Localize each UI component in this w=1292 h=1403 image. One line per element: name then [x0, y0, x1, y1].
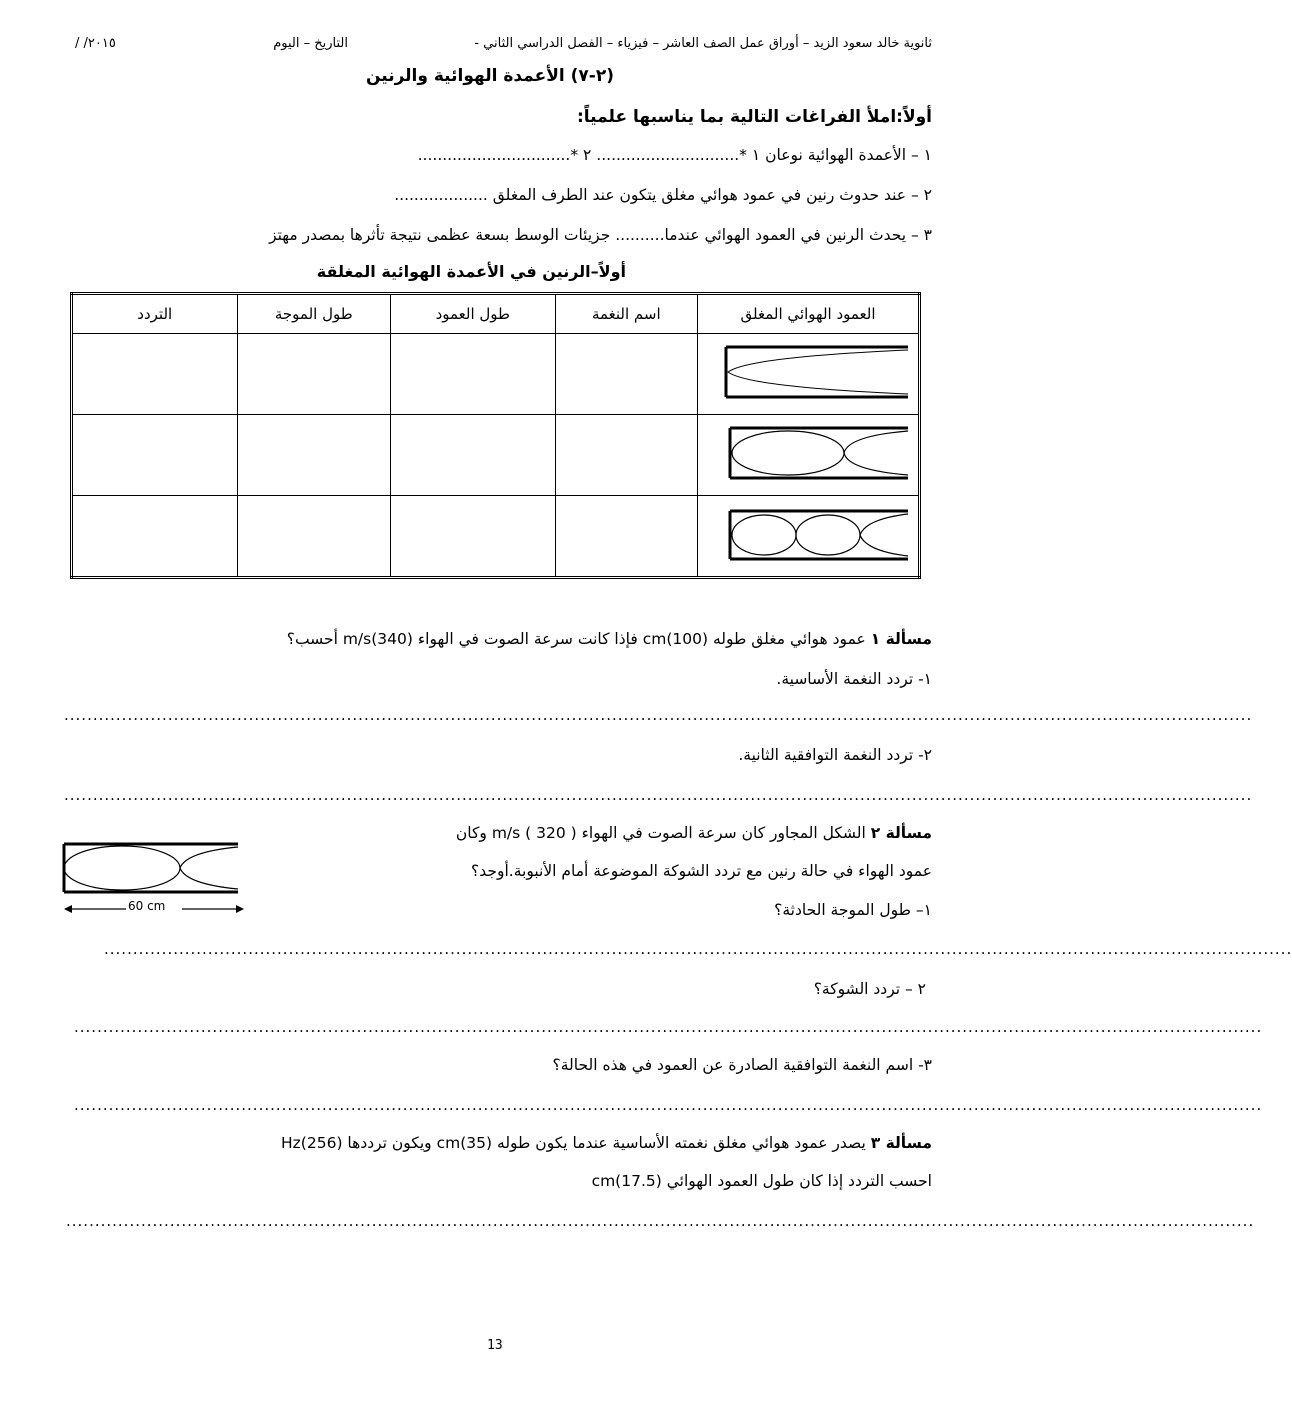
closed-tube-fundamental-figure [708, 337, 908, 407]
answer-line[interactable]: .............................................................................................................................................................................................................. [64, 786, 1253, 804]
problem3-text-1: يصدر عمود هوائي مغلق نغمته الأساسية عندما يكون طوله (35)cm ويكون ترددها Hz(256) [281, 1134, 866, 1152]
problem2-text-1: الشكل المجاور كان سرعة الصوت في الهواء m/s ( 320 ) وكان [455, 824, 866, 842]
closed-tube-fifth-harmonic-figure [708, 499, 908, 569]
problem3-statement [281, 1134, 932, 1152]
table-cell[interactable] [391, 415, 555, 496]
answer-line[interactable]: .............................................................................................................................................................................................................. [66, 1212, 1255, 1230]
table-cell-figure [698, 415, 920, 496]
problem2-question-3: ٣- اسم النغمة التوافقية الصادرة عن العمود في هذه الحالة؟ [552, 1056, 932, 1074]
table-heading: أولاً–الرنين في الأعمدة الهوائية المغلقة [316, 262, 626, 281]
problem1-question-1: ١- تردد النغمة الأساسية. [776, 670, 932, 688]
closed-tube-third-harmonic-figure [708, 418, 908, 488]
table-row [72, 496, 920, 578]
page-number: 13 [487, 1338, 503, 1353]
section1-question-2: ٢ – عند حدوث رنين في عمود هوائي مغلق يتكون عند الطرف المغلق ................... [394, 186, 932, 204]
answer-line[interactable]: .............................................................................................................................................................................................................. [64, 706, 1253, 724]
header-date-label: التاريخ – اليوم [273, 36, 348, 51]
col-header-column-length: طول العمود [391, 294, 555, 334]
problem2-question-1: ١– طول الموجة الحادثة؟ [774, 901, 932, 919]
section1-question-3: ٣ – يحدث الرنين في العمود الهوائي عندما.......... جزيئات الوسط بسعة عظمى نتيجة تأثرها بمصدر مهتز [269, 226, 932, 244]
closed-air-column-table [70, 292, 921, 579]
table-cell[interactable] [237, 496, 391, 578]
table-cell[interactable] [391, 334, 555, 415]
problem2-text-2: عمود الهواء في حالة رنين مع تردد الشوكة الموضوعة أمام الأنبوبة.أوجد؟ [471, 862, 932, 880]
problem2-statement [456, 824, 932, 842]
answer-line[interactable]: .............................................................................................................................................................................................................. [74, 1096, 1263, 1114]
problem1-statement [287, 630, 932, 648]
table-cell[interactable] [72, 496, 238, 578]
table-cell[interactable] [555, 415, 698, 496]
table-cell-figure [698, 334, 920, 415]
problem1-text: عمود هوائي مغلق طوله (100)cm فإذا كانت سرعة الصوت في الهواء (340)m/s أحسب؟ [286, 630, 866, 648]
col-header-wavelength: طول الموجة [237, 294, 391, 334]
col-header-frequency: التردد [72, 294, 238, 334]
problem3-label: مسألة ٣ [870, 1134, 932, 1152]
col-header-closed-column: العمود الهوائي المغلق [698, 294, 920, 334]
table-cell[interactable] [237, 334, 391, 415]
section1-question-1: ١ – الأعمدة الهوائية نوعان ١ *............................. ٢ *............................... [417, 146, 932, 164]
header-date-value: / /٢٠١٥ [75, 36, 116, 51]
header-school: ثانوية خالد سعود الزيد – أوراق عمل الصف العاشر – فيزياء – الفصل الدراسي الثاني - [474, 36, 932, 51]
problem1-question-2: ٢- تردد النغمة التوافقية الثانية. [738, 746, 932, 764]
table-cell-figure [698, 496, 920, 578]
table-cell[interactable] [72, 415, 238, 496]
problem1-label: مسألة ١ [870, 630, 932, 648]
col-header-tone-name: اسم النغمة [555, 294, 698, 334]
table-cell[interactable] [237, 415, 391, 496]
answer-line[interactable]: .............................................................................................................................................................................................................. [74, 1018, 1263, 1036]
problem2-label: مسألة ٢ [870, 824, 932, 842]
page-title: (٢-٧) الأعمدة الهوائية والرنين [365, 66, 614, 86]
problem3-text-2: احسب التردد إذا كان طول العمود الهوائي cm(17.5) [591, 1172, 932, 1190]
problem2-question-2: ٢ – تردد الشوكة؟ [813, 980, 926, 998]
table-header-row [72, 294, 920, 334]
answer-line[interactable]: .............................................................................................................................................................................................................. [104, 940, 1292, 958]
problem2-figure-label: 60 cm [128, 899, 166, 913]
table-cell[interactable] [72, 334, 238, 415]
table-cell[interactable] [555, 334, 698, 415]
table-row [72, 334, 920, 415]
table-cell[interactable] [391, 496, 555, 578]
section1-heading: أولاً:املأ الفراغات التالية بما يناسبها علمياً: [577, 107, 932, 127]
table-cell[interactable] [555, 496, 698, 578]
table-row [72, 415, 920, 496]
